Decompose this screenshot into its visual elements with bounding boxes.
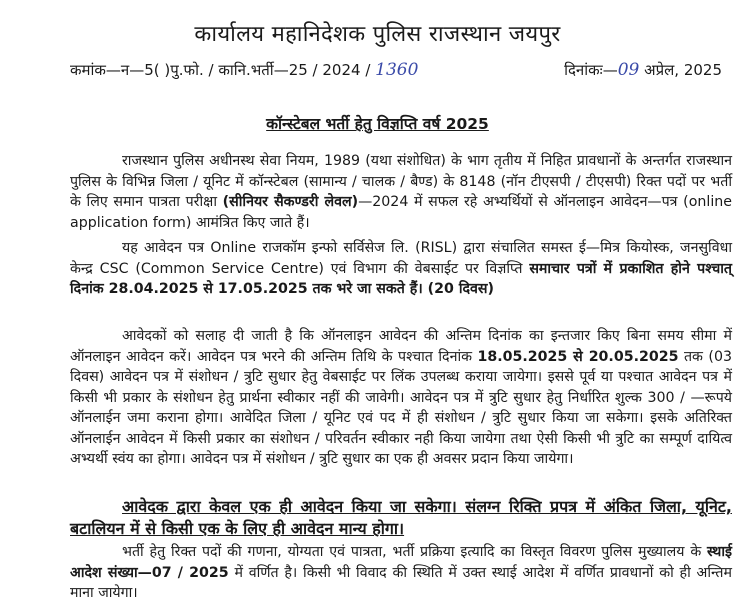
paragraph-eligibility	[70, 151, 732, 233]
date-month-year: अप्रेल, 2025	[639, 61, 722, 79]
exam-level-bold: (सीनियर सैकण्डरी लेवल)	[222, 194, 359, 210]
paragraph-single-application	[70, 496, 732, 540]
correction-dates-bold: 18.05.2025 से 20.05.2025	[477, 348, 679, 365]
single-application-rule: आवेदक द्वारा केवल एक ही आवेदन किया जा सकेगा। संलग्न रिक्ति प्रपत्र में अंकित जिला, यूनिट, बटालियन में से किसी एक के लिए ही आवेदन मान्य होगा।	[70, 497, 732, 538]
paragraph-text: भर्ती हेतु रिक्त पदों की गणना, योग्यता एवं पात्रता, भर्ती प्रक्रिया इत्यादि का विस्तृत विवरण पुलिस मुख्यालय के	[122, 544, 708, 560]
paragraph-text: आवेदकों को सलाह दी जाती है कि ऑनलाइन आवेदन की अन्तिम दिनांक का इन्तजार किए बिना समय सीमा में ऑनलाइन आवेदन करें। आवेदन पत्र भरने की अन्तिम तिथि के पश्चात दिनांक	[70, 328, 732, 365]
reference-number	[70, 60, 418, 80]
paragraph-correction	[70, 326, 732, 470]
office-title: कार्यालय महानिदेशक पुलिस राजस्थान जयपुर	[194, 22, 561, 47]
paragraph-text: में वर्णित है। किसी भी विवाद की स्थिति में उक्त स्थाई आदेश में वर्णित प्रावधानों को ही अन्तिम माना जायेगा।	[70, 564, 732, 601]
paragraph-application-window	[70, 238, 732, 300]
reference-prefix: कमांक—न—5( )पु.फो. / कानि.भर्ती—25 / 2024 /	[70, 61, 376, 79]
paragraph-text: यह आवेदन पत्र Online राजकॉम इन्फो सर्विसेज लि. (RISL) द्वारा संचालित समस्त ई—मित्र कियोस्क, जनसुविधा केन्द्र CSC (Common Service Centre) एवं विभाग की वेबसाईट पर विज्ञप्ति	[70, 240, 732, 277]
paragraph-standing-order	[70, 542, 732, 604]
paragraph-text: राजस्थान पुलिस अधीनस्थ सेवा नियम, 1989 (यथा संशोधित) के भाग तृतीय में निहित प्रावधानों के अन्तर्गत राजस्थान पुलिस के विभिन्न जिला / यूनिट में कॉन्स्टेबल (सामान्य / चालक / बैण्ड) के 8148 (नॉन टीएसपी / टीएसपी) रिक्त पदों पर भर्ती के लिए समान पात्रता परीक्षा	[70, 153, 732, 210]
standing-order-bold: स्थाई आदेश संख्या—07 / 2025	[70, 544, 732, 581]
application-dates-bold: समाचार पत्रों में प्रकाशित होने पश्चात् दिनांक 28.04.2025 से 17.05.2025 तक भरे जा सकते हैं। (20 दिवस)	[70, 260, 732, 297]
paragraph-text: —2024 में सफल रहे अभ्यर्थियों से ऑनलाइन आवेदन—पत्र (online application form) आमंत्रित किए जाते हैं।	[70, 194, 732, 231]
date-prefix: दिनांकः—	[564, 61, 618, 79]
notice-heading: कॉन्स्टेबल भर्ती हेतु विज्ञप्ति वर्ष 2025	[266, 115, 489, 133]
issue-date	[564, 60, 722, 80]
paragraph-text: तक (03 दिवस) आवेदन पत्र में संशोधन / त्रुटि सुधार हेतु वेबसाईट पर लिंक उपलब्ध कराया जायेगा। इससे पूर्व या पश्चात आवेदन पत्र में किसी भी प्रकार के संशोधन हेतु प्रार्थना स्वीकार नहीं की जावेगी। आवेदन पत्र में त्रुटि सुधार हेतु निर्धारित शुल्क 300 / —रूपये ऑनलाईन जमा कराना होगा। आवेदित जिला / यूनिट एवं पद में ही संशोधन / त्रुटि सुधार किया जा सकेगा। इसके अतिरिक्त ऑनलाईन आवेदन में किसी प्रकार का संशोधन / परिवर्तन स्वीकार नही किया जायेगा तथा ऐसी किसी भी त्रुटि का सम्पूर्ण दायित्व अभ्यर्थी स्वंय का होगा। आवेदन पत्र में संशोधन / त्रुटि सुधार का एक ही अवसर प्रदान किया जायेगा।	[70, 348, 732, 467]
handwritten-dispatch-number: 1360	[375, 60, 419, 80]
handwritten-date-day: 09	[617, 60, 640, 80]
